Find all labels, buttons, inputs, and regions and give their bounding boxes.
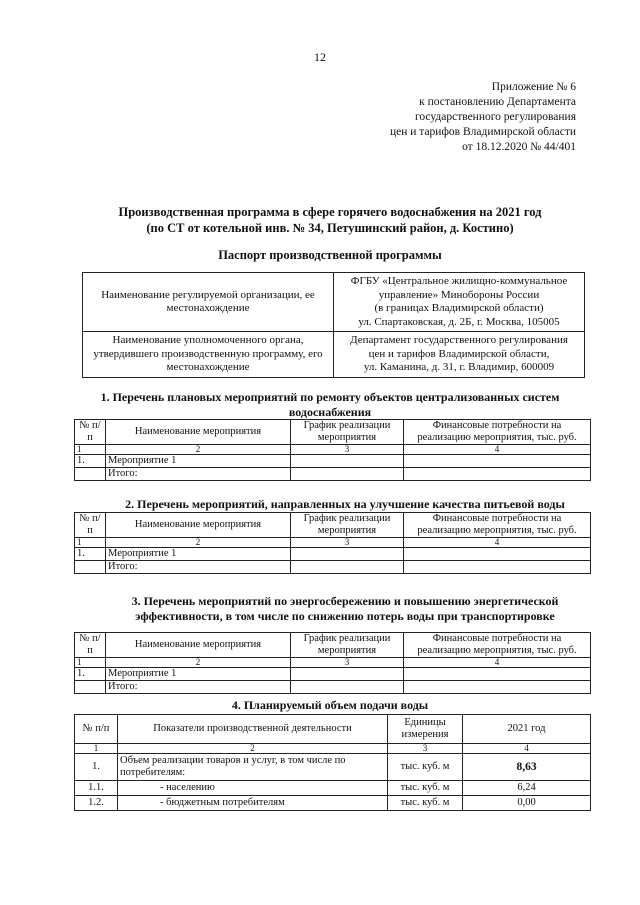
header-cell: Наименование мероприятия <box>106 513 291 538</box>
table-row <box>75 796 591 811</box>
header-cell: Единицы измерения <box>388 715 463 744</box>
empty-cell <box>75 681 106 694</box>
index-cell: 2 <box>118 744 388 754</box>
table-row <box>75 455 591 468</box>
header-cell: График реализации мероприятия <box>291 633 404 658</box>
index-cell: 1 <box>75 658 106 668</box>
table-row <box>75 548 591 561</box>
section-4-table <box>74 714 591 811</box>
header-cell: Финансовые потребности на реализацию мероприятия, тыс. руб. <box>404 513 591 538</box>
total-label: Итого: <box>106 468 291 481</box>
total-label: Итого: <box>106 561 291 574</box>
value-line: ФГБУ «Центральное жилищно-коммунальное <box>350 275 568 287</box>
passport-value <box>334 332 585 378</box>
row-number: 1. <box>75 455 106 468</box>
index-cell: 4 <box>404 445 591 455</box>
index-row <box>75 658 591 668</box>
empty-cell <box>404 681 591 694</box>
empty-cell <box>404 561 591 574</box>
table-header-row <box>75 715 591 744</box>
index-row <box>75 538 591 548</box>
empty-cell <box>75 468 106 481</box>
appendix-line: государственного регулирования <box>414 111 576 123</box>
index-cell: 3 <box>291 658 404 668</box>
header-cell: График реализации мероприятия <box>291 513 404 538</box>
row-name: Мероприятие 1 <box>106 548 291 561</box>
appendix-line: от 18.12.2020 № 44/401 <box>462 141 576 153</box>
section-2-title: 2. Перечень мероприятий, направленных на улучшение качества питьевой воды <box>125 497 565 511</box>
table-header-row <box>75 420 591 445</box>
index-row <box>75 445 591 455</box>
header-cell: Финансовые потребности на реализацию мероприятия, тыс. руб. <box>404 633 591 658</box>
row-number: 1.1. <box>75 781 118 796</box>
passport-label: Наименование регулируемой организации, ее местонахождение <box>83 273 334 332</box>
table-row <box>83 273 585 332</box>
row-name: Мероприятие 1 <box>106 668 291 681</box>
appendix-line: к постановлению Департамента <box>419 96 576 108</box>
section-1-table <box>74 419 591 481</box>
value-line: ул. Спартаковская, д. 2Б, г. Москва, 105005 <box>358 315 560 328</box>
total-row <box>75 561 591 574</box>
empty-cell <box>291 681 404 694</box>
title-line: Производственная программа в сфере горячего водоснабжения на 2021 год <box>118 205 542 219</box>
header-cell: Наименование мероприятия <box>106 420 291 445</box>
total-row <box>75 468 591 481</box>
row-name: Мероприятие 1 <box>106 455 291 468</box>
row-number: 1.2. <box>75 796 118 811</box>
empty-cell <box>291 548 404 561</box>
empty-cell <box>404 468 591 481</box>
row-unit: тыс. куб. м <box>388 754 463 781</box>
index-cell: 3 <box>388 744 463 754</box>
value-line: управление» Минобороны России <box>378 288 540 301</box>
index-cell: 2 <box>106 658 291 668</box>
section-2-table <box>74 512 591 574</box>
section-1-title: 1. Перечень плановых мероприятий по ремонту объектов централизованных систем водоснабжения <box>100 390 560 419</box>
header-cell: № п/п <box>75 420 106 445</box>
appendix-line: цен и тарифов Владимирской области <box>389 126 576 138</box>
header-cell: № п/п <box>75 513 106 538</box>
appendix-block <box>316 80 576 155</box>
value-line: цен и тарифов Владимирской области, <box>368 347 550 360</box>
table-row <box>75 781 591 796</box>
index-cell: 3 <box>291 445 404 455</box>
passport-table <box>82 272 585 378</box>
header-cell: Наименование мероприятия <box>106 633 291 658</box>
page-number: 12 <box>314 50 326 64</box>
value-line: Департамент государственного регулирования <box>350 334 568 346</box>
table-row <box>75 668 591 681</box>
row-number: 1. <box>75 548 106 561</box>
row-unit: тыс. куб. м <box>388 781 463 796</box>
empty-cell <box>291 455 404 468</box>
empty-cell <box>404 668 591 681</box>
header-cell: № п/п <box>75 715 118 744</box>
row-value: 8,63 <box>463 754 591 781</box>
section-3-title: 3. Перечень мероприятий по энергосбережению и повышению энергетической эффективности, в том числе по снижению потерь воды при транспортировке <box>131 594 559 623</box>
table-row <box>83 332 585 378</box>
row-number: 1. <box>75 754 118 781</box>
value-line: ул. Каманина, д. 31, г. Владимир, 600009 <box>363 361 555 373</box>
row-unit: тыс. куб. м <box>388 796 463 811</box>
empty-cell <box>291 468 404 481</box>
header-cell: 2021 год <box>463 715 591 744</box>
index-cell: 4 <box>404 538 591 548</box>
table-header-row <box>75 633 591 658</box>
header-cell: № п/п <box>75 633 106 658</box>
index-row <box>75 744 591 754</box>
passport-label: Наименование уполномоченного органа, утвердившего производственную программу, его местонахождение <box>83 332 334 378</box>
header-cell: График реализации мероприятия <box>291 420 404 445</box>
section-4-title: 4. Планируемый объем подачи воды <box>231 698 429 712</box>
title-line: (по СТ от котельной инв. № 34, Петушинский район, д. Костино) <box>146 221 514 235</box>
table-row <box>75 754 591 781</box>
row-number: 1. <box>75 668 106 681</box>
index-cell: 3 <box>291 538 404 548</box>
appendix-line: Приложение № 6 <box>491 81 576 93</box>
index-cell: 4 <box>404 658 591 668</box>
table-header-row <box>75 513 591 538</box>
header-cell: Показатели производственной деятельности <box>118 715 388 744</box>
index-cell: 2 <box>106 445 291 455</box>
row-value: 6,24 <box>463 781 591 796</box>
row-name: Объем реализации товаров и услуг, в том числе по потребителям: <box>118 754 388 781</box>
document-title <box>60 204 600 236</box>
header-cell: Финансовые потребности на реализацию мероприятия, тыс. руб. <box>404 420 591 445</box>
empty-cell <box>75 561 106 574</box>
row-value: 0,00 <box>463 796 591 811</box>
empty-cell <box>404 548 591 561</box>
passport-title: Паспорт производственной программы <box>218 248 442 262</box>
index-cell: 2 <box>106 538 291 548</box>
empty-cell <box>291 668 404 681</box>
index-cell: 1 <box>75 445 106 455</box>
index-cell: 1 <box>75 744 118 754</box>
index-cell: 1 <box>75 538 106 548</box>
total-label: Итого: <box>106 681 291 694</box>
row-name: - бюджетным потребителям <box>118 796 388 811</box>
index-cell: 4 <box>463 744 591 754</box>
row-name: - населению <box>118 781 388 796</box>
value-line: (в границах Владимирской области) <box>374 302 544 314</box>
empty-cell <box>404 455 591 468</box>
total-row <box>75 681 591 694</box>
passport-value <box>334 273 585 332</box>
section-3-table <box>74 632 591 694</box>
empty-cell <box>291 561 404 574</box>
